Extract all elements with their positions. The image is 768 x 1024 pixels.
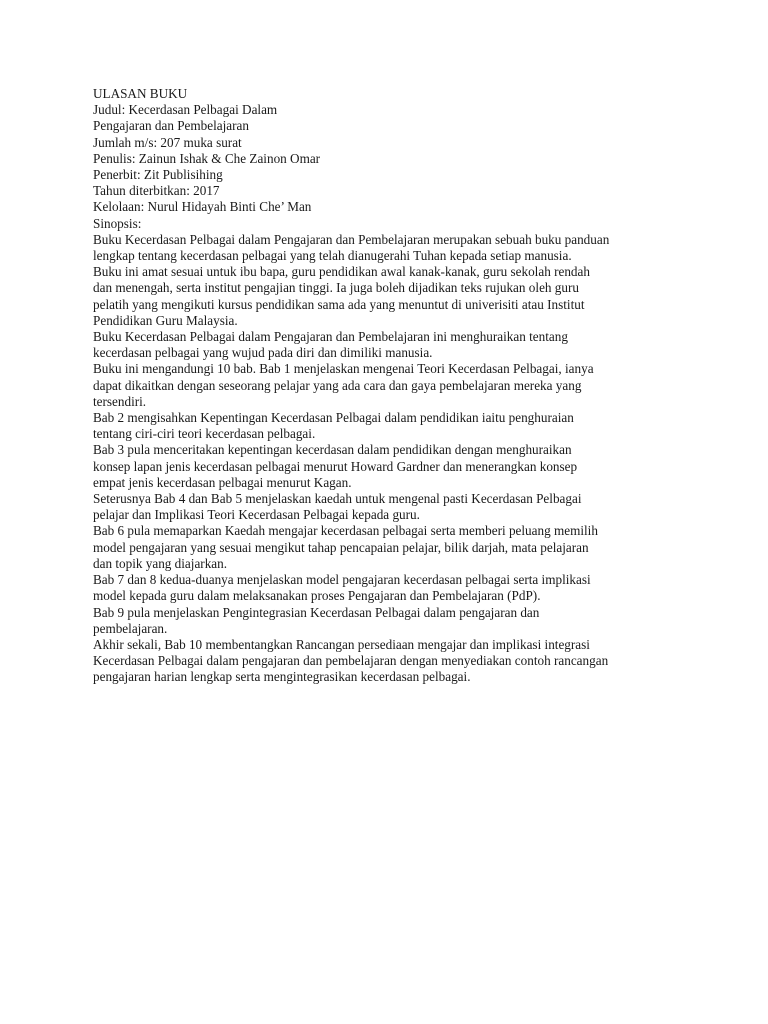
synopsis-line: pelajar dan Implikasi Teori Kecerdasan Pelbagai kepada guru. <box>93 507 420 523</box>
synopsis-line: Buku Kecerdasan Pelbagai dalam Pengajaran dan Pembelajaran merupakan sebuah buku panduan <box>93 231 610 247</box>
page-count: Jumlah m/s: 207 muka surat <box>93 134 242 150</box>
synopsis-line: Buku Kecerdasan Pelbagai dalam Pengajaran dan Pembelajaran ini menghuraikan tentang <box>93 329 568 345</box>
synopsis-label: Sinopsis: <box>93 215 142 231</box>
synopsis-line: Bab 3 pula menceritakan kepentingan kecerdasan dalam pendidikan dengan menghuraikan <box>93 442 572 458</box>
synopsis-paragraph <box>93 572 673 604</box>
publication-year: Tahun diterbitkan: 2017 <box>93 183 220 199</box>
editor: Kelolaan: Nurul Hidayah Binti Che’ Man <box>93 199 312 215</box>
document-page <box>93 86 673 686</box>
review-heading: ULASAN BUKU <box>93 86 188 101</box>
synopsis-paragraph <box>93 361 673 410</box>
synopsis-line: Bab 6 pula memaparkan Kaedah mengajar kecerdasan pelbagai serta memberi peluang memilih <box>93 523 598 539</box>
synopsis-paragraph <box>93 523 673 572</box>
synopsis-paragraph <box>93 264 673 329</box>
synopsis-line: Bab 2 mengisahkan Kepentingan Kecerdasan Pelbagai dalam pendidikan iaitu penghuraian <box>93 410 574 426</box>
synopsis-line: Bab 7 dan 8 kedua-duanya menjelaskan model pengajaran kecerdasan pelbagai serta implikasi <box>93 572 591 588</box>
publisher: Penerbit: Zit Publisihing <box>93 167 223 183</box>
synopsis-line: lengkap tentang kecerdasan pelbagai yang telah dianugerahi Tuhan kepada setiap manusia. <box>93 248 572 264</box>
synopsis-line: Buku ini amat sesuai untuk ibu bapa, guru pendidikan awal kanak-kanak, guru sekolah rendah <box>93 264 590 280</box>
synopsis-paragraph <box>93 410 673 442</box>
synopsis-line: dan menengah, serta institut pengajian tinggi. Ia juga boleh dijadikan teks rujukan oleh guru <box>93 280 579 296</box>
synopsis-line: Buku ini mengandungi 10 bab. Bab 1 menjelaskan mengenai Teori Kecerdasan Pelbagai, ianya <box>93 361 594 377</box>
synopsis-body <box>93 232 673 686</box>
synopsis-line: Seterusnya Bab 4 dan Bab 5 menjelaskan kaedah untuk mengenal pasti Kecerdasan Pelbagai <box>93 491 582 507</box>
synopsis-line: Pendidikan Guru Malaysia. <box>93 312 238 328</box>
book-title-line-1: Judul: Kecerdasan Pelbagai Dalam <box>93 102 278 118</box>
synopsis-line: pembelajaran. <box>93 620 168 636</box>
author: Penulis: Zainun Ishak & Che Zainon Omar <box>93 150 321 166</box>
synopsis-line: dan topik yang diajarkan. <box>93 555 228 571</box>
synopsis-line: model pengajaran yang sesuai mengikut tahap pencapaian pelajar, bilik darjah, mata pelajaran <box>93 539 589 555</box>
synopsis-line: Bab 9 pula menjelaskan Pengintegrasian Kecerdasan Pelbagai dalam pengajaran dan <box>93 604 540 620</box>
synopsis-paragraph <box>93 329 673 361</box>
synopsis-line: kecerdasan pelbagai yang wujud pada diri dan dimiliki manusia. <box>93 345 433 361</box>
synopsis-line: pelatih yang mengikuti kursus pendidikan sama ada yang menuntut di univerisiti atau Institut <box>93 296 585 312</box>
synopsis-line: model kepada guru dalam melaksanakan proses Pengajaran dan Pembelajaran (PdP). <box>93 588 541 604</box>
synopsis-line: tersendiri. <box>93 393 147 409</box>
synopsis-paragraph <box>93 232 673 264</box>
synopsis-paragraph <box>93 637 673 686</box>
synopsis-line: empat jenis kecerdasan pelbagai menurut Kagan. <box>93 474 352 490</box>
synopsis-line: Akhir sekali, Bab 10 membentangkan Rancangan persediaan mengajar dan implikasi integrasi <box>93 636 590 652</box>
synopsis-line: Kecerdasan Pelbagai dalam pengajaran dan pembelajaran dengan menyediakan contoh rancangan <box>93 653 609 669</box>
synopsis-paragraph <box>93 491 673 523</box>
synopsis-line: konsep lapan jenis kecerdasan pelbagai menurut Howard Gardner dan menerangkan konsep <box>93 458 578 474</box>
synopsis-paragraph <box>93 442 673 491</box>
synopsis-line: tentang ciri-ciri teori kecerdasan pelbagai. <box>93 426 316 442</box>
synopsis-line: dapat dikaitkan dengan seseorang pelajar yang ada cara dan gaya pembelajaran mereka yang <box>93 377 582 393</box>
synopsis-paragraph <box>93 605 673 637</box>
book-title-line-2: Pengajaran dan Pembelajaran <box>93 118 249 134</box>
synopsis-line: pengajaran harian lengkap serta mengintegrasikan kecerdasan pelbagai. <box>93 669 471 685</box>
